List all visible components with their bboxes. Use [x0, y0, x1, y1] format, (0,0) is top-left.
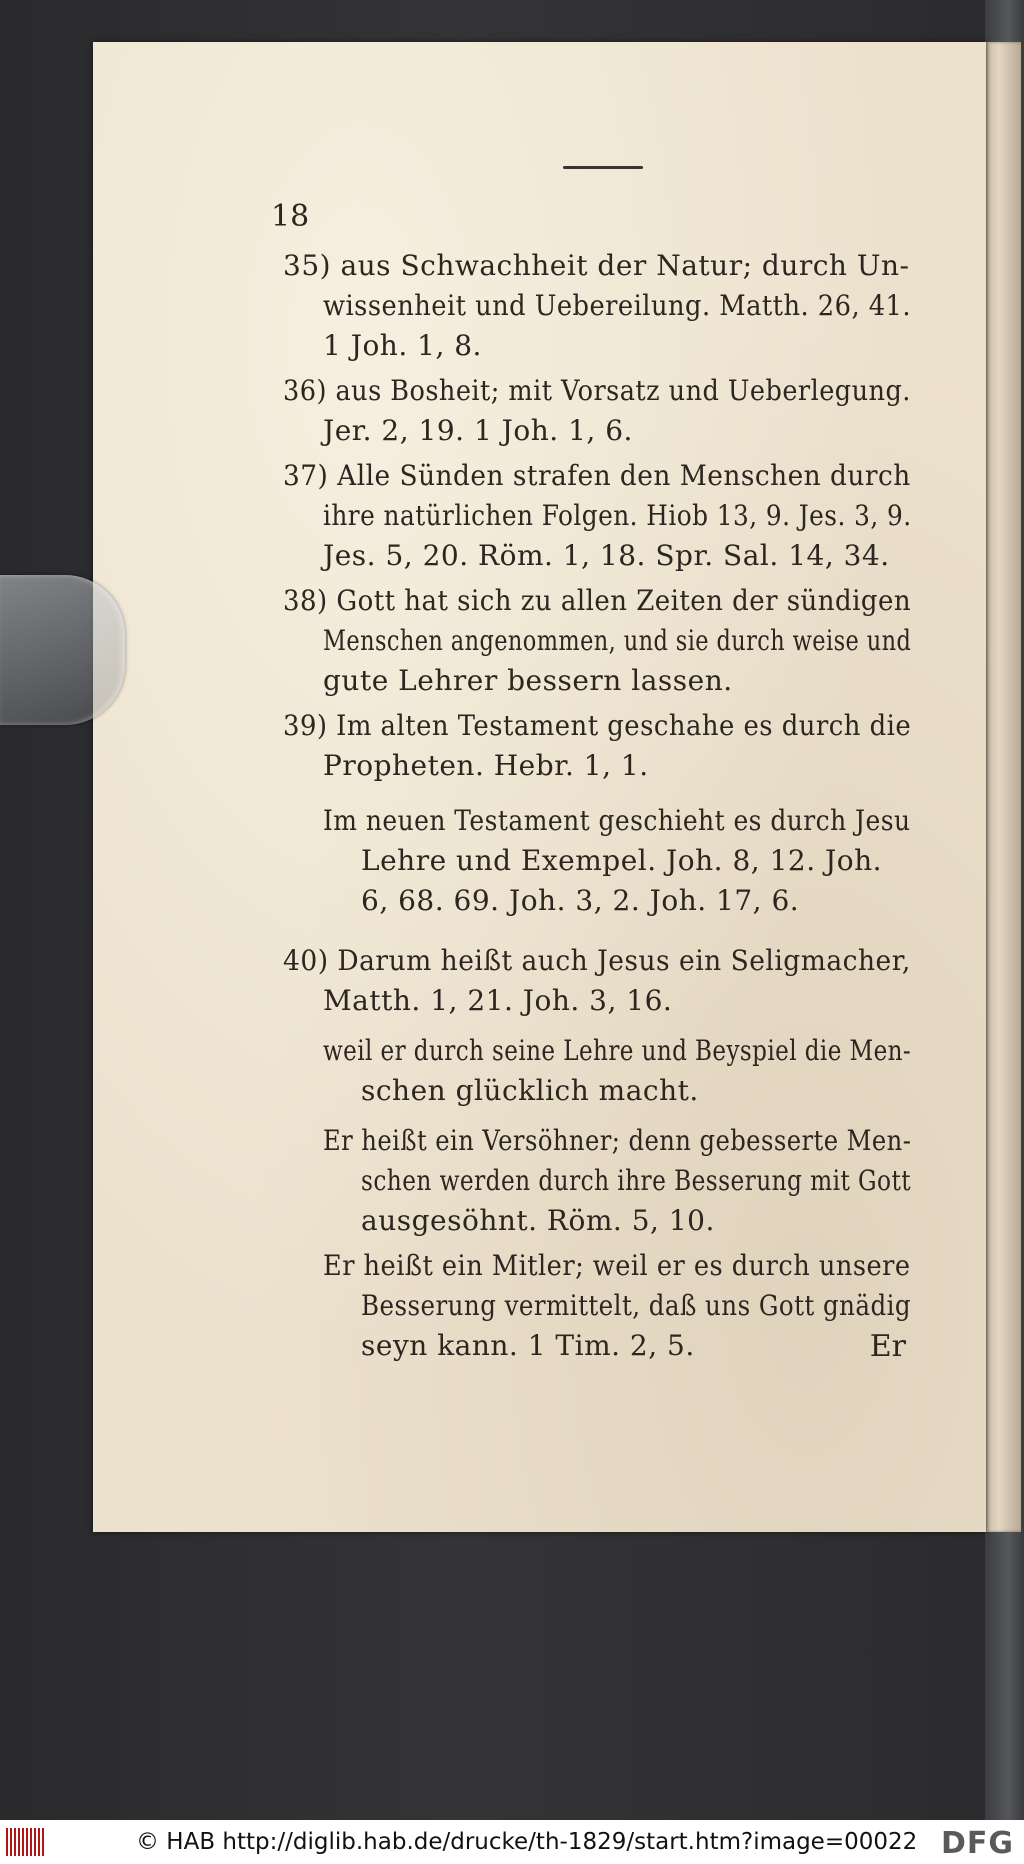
footer-bar [0, 1820, 1024, 1864]
text-line: 37) Alle Sünden strafen den Menschen durch [283, 459, 911, 492]
text-line: schen glücklich macht. [361, 1074, 699, 1107]
book-page [93, 42, 986, 1532]
text-line: schen werden durch ihre Besserung mit Gott [361, 1164, 912, 1197]
page-stack-edge [985, 42, 1021, 1532]
text-line: 6, 68. 69. Joh. 3, 2. Joh. 17, 6. [361, 884, 800, 917]
text-line: Lehre und Exempel. Joh. 8, 12. Joh. [361, 844, 883, 877]
text-line: Menschen angenommen, und sie durch weise und [323, 624, 912, 657]
page-clip [0, 575, 125, 725]
text-line: Jes. 5, 20. Röm. 1, 18. Spr. Sal. 14, 34. [323, 539, 890, 572]
text-line: Er heißt ein Versöhner; denn gebesserte Men- [323, 1124, 912, 1157]
text-line: 39) Im alten Testament geschahe es durch die [283, 709, 912, 742]
text-line: Jer. 2, 19. 1 Joh. 1, 6. [323, 414, 633, 447]
text-line: 40) Darum heißt auch Jesus ein Seligmacher, [283, 944, 911, 977]
text-line: ihre natürlichen Folgen. Hiob 13, 9. Jes. 3, 9. [323, 499, 912, 532]
text-line: 35) aus Schwachheit der Natur; durch Un- [283, 249, 910, 282]
page-number: 18 [271, 199, 310, 234]
catchword: Er [869, 1329, 906, 1364]
dfg-logo: DFG [940, 1826, 1014, 1861]
page-text-block [93, 42, 986, 1532]
text-line: ausgesöhnt. Röm. 5, 10. [361, 1204, 715, 1237]
text-line: 1 Joh. 1, 8. [323, 329, 482, 362]
text-line: Besserung vermittelt, daß uns Gott gnädig [361, 1289, 912, 1322]
text-line: gute Lehrer bessern lassen. [323, 664, 733, 697]
text-line: Matth. 1, 21. Joh. 3, 16. [323, 984, 673, 1017]
header-rule [563, 166, 643, 169]
text-line: 36) aus Bosheit; mit Vorsatz und Ueberlegung. [283, 374, 911, 407]
source-link[interactable]: © HAB http://diglib.hab.de/drucke/th-1829/start.htm?image=00022 [136, 1829, 918, 1855]
text-line: Im neuen Testament geschieht es durch Jesu [323, 804, 911, 837]
text-line: 38) Gott hat sich zu allen Zeiten der sündigen [283, 584, 912, 617]
text-line: weil er durch seine Lehre und Beyspiel die Men- [323, 1034, 912, 1067]
barcode-icon [6, 1828, 46, 1856]
text-line: wissenheit und Uebereilung. Matth. 26, 41. [323, 289, 912, 322]
text-line: Er heißt ein Mitler; weil er es durch unsere [323, 1249, 911, 1282]
text-line: seyn kann. 1 Tim. 2, 5. [361, 1329, 695, 1362]
text-line: Propheten. Hebr. 1, 1. [323, 749, 649, 782]
